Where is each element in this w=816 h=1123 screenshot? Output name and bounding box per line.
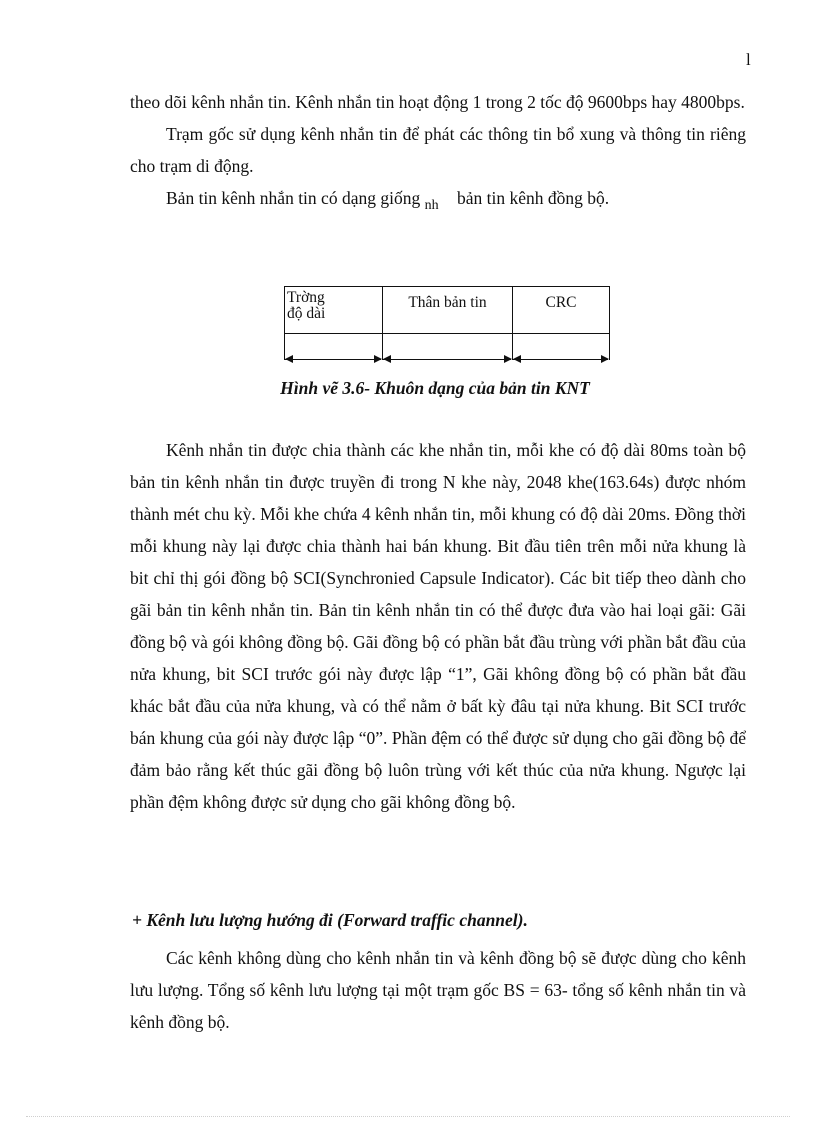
frame-field-length [284, 286, 383, 334]
page-number: l [746, 50, 751, 69]
intro-p3-subscript: nh [424, 198, 439, 213]
frame-field-length-line2: độ dài [287, 305, 326, 322]
frame-field-body: Thân bản tin [382, 286, 512, 334]
intro-paragraph-2: Trạm gốc sử dụng kênh nhắn tin để phát các thông tin bổ xung và thông tin riêng cho trạm di động. [130, 124, 746, 176]
footer-divider [26, 1116, 790, 1117]
crc-arrow-left [513, 355, 521, 363]
traffic-paragraph: Các kênh không dùng cho kênh nhắn tin và kênh đồng bộ sẽ được dùng cho kênh lưu lượng. Tổng số kênh lưu lượng tại một trạm gốc BS = 63- tổng số kênh nhắn tin và kênh đồng bộ. [130, 948, 746, 1032]
length-arrow-left [285, 355, 293, 363]
frame-field-crc: CRC [512, 286, 610, 334]
intro-paragraph-1: theo dõi kênh nhắn tin. Kênh nhắn tin hoạt động 1 trong 2 tốc độ 9600bps hay 4800bps. [130, 92, 745, 112]
length-arrow-right [374, 355, 382, 363]
section-heading-forward-traffic: + Kênh lưu lượng hướng đi (Forward traffic channel). [132, 910, 528, 930]
body-arrow-right [504, 355, 512, 363]
traffic-channel-section [130, 942, 746, 1038]
frame-field-length-line1: Trờng [287, 289, 325, 306]
body-arrow-left [383, 355, 391, 363]
paging-paragraph: Kênh nhắn tin được chia thành các khe nhắn tin, mỗi khe có độ dài 80ms toàn bộ bản tin kênh nhắn tin được truyền đi trong N khe này, 2048 khe(163.64s) được nhóm thành mét chu kỳ. Mỗi khe chứa 4 kênh nhắn tin, mỗi khung có độ dài 20ms. Đồng thời mỗi khung này lại được chia thành hai bán khung. Bit đầu tiên trên mỗi nửa khung là bit chỉ thị gói đồng bộ SCI(Synchronied Capsule Indicator). Các bit tiếp theo dành cho gãi bản tin kênh nhắn tin. Bản tin kênh nhắn tin có thể được đưa vào hai loại gãi: Gãi đồng bộ và gói không đồng bộ. Gãi đồng bộ có phần bắt đầu trùng với phần bắt đầu của nửa khung, bit SCI trước gói này được lập “1”, Gãi không đồng bộ có phần bắt đầu khác bắt đầu của nửa khung, và có thể nằm ở bất kỳ đâu tại nửa khung. Bit SCI trước bán khung của gói này được lập “0”. Phần đệm có thể được sử dụng cho gãi đồng bộ để đảm bảo rằng kết thúc gãi đồng bộ luôn trùng với kết thúc của nửa khung. Ngược lại phần đệm không được sử dụng cho gãi không đồng bộ. [130, 440, 746, 812]
intro-section [130, 86, 746, 217]
paging-channel-section [130, 434, 746, 818]
length-dimension-line [285, 359, 381, 360]
crc-arrow-right [601, 355, 609, 363]
intro-p3-before: Bản tin kênh nhắn tin có dạng giống [166, 188, 421, 208]
figure-caption: Hình vẽ 3.6- Khuôn dạng của bản tin KNT [280, 378, 590, 398]
frame-tick-4 [609, 334, 610, 360]
message-frame-diagram [284, 286, 610, 378]
crc-dimension-line [513, 359, 608, 360]
intro-paragraph-3 [130, 182, 746, 217]
intro-p3-after: bản tin kênh đồng bộ. [456, 188, 610, 208]
body-dimension-line [383, 359, 511, 360]
